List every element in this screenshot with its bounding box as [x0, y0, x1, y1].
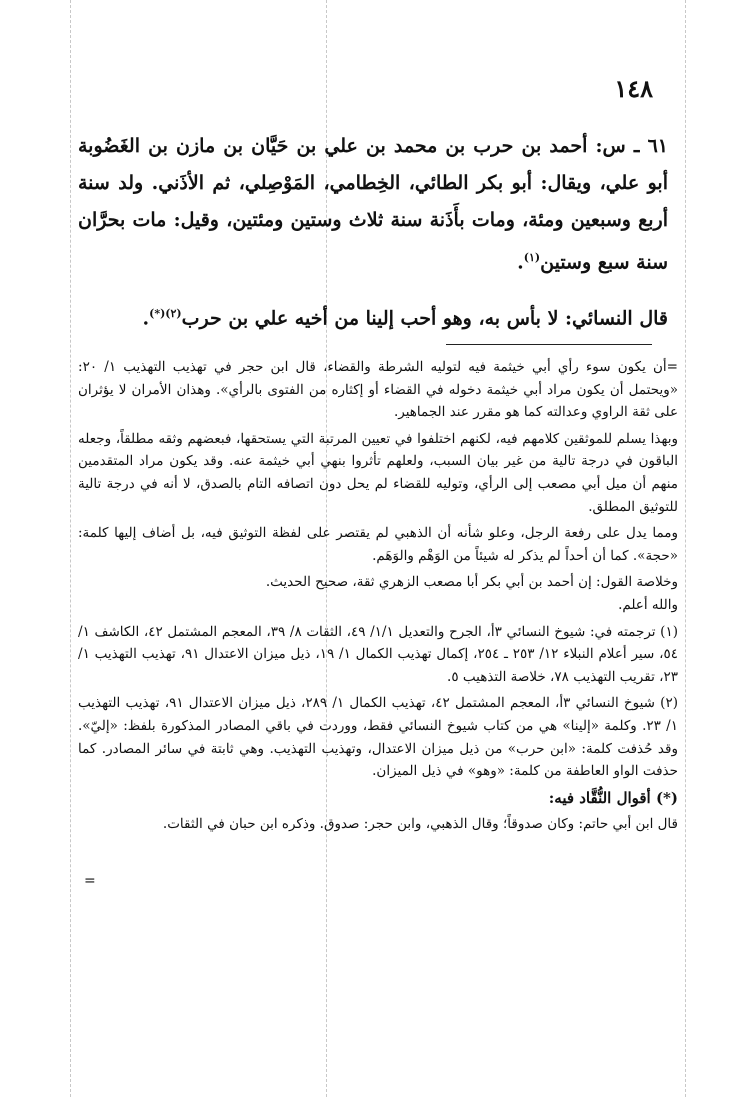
footnote-1: (١) ترجمته في: شيوخ النسائي ٣أ، الجرح والتعديل ١/١/ ٤٩، الثقات ٨/ ٣٩، المعجم المشتمل ٤٢، الكاشف ١/ ٥٤، سير أعلام النبلاء ١٢/ ٢٥٣ ـ ٢٥٤، إكمال تهذيب الكمال ١/ ١٩، ذيل ميزان الاعتدال ٩١، تهذيب التهذيب ١/ ٢٣، تقريب التهذيب ٧٨، خلاصة التذهيب ٥. — [78, 623, 678, 685]
nasai-text: قال النسائي: لا بأس به، وهو أحب إلينا من أخيه علي بن حرب — [181, 307, 668, 330]
footnote-paragraph: ومما يدل على رفعة الرجل، وعلو شأنه أن الذهبي لم يقتصر على لفظة التوثيق فيه، بل أضاف إليها كلمة: «حجة». كما أن أحداً لم يذكر له شيئاً من الوَهْم والوَهَم. — [78, 525, 678, 564]
critics-heading: (*) أقوال النُّقَّاد فيه: — [548, 788, 678, 807]
footnote-ref: (١) — [523, 251, 541, 264]
scan-fold-line — [685, 0, 686, 1097]
footnote-paragraph: والله أعلم. — [618, 596, 678, 613]
footnote-ref: (٢)(*) — [149, 307, 182, 321]
footnote-paragraph: وخلاصة القول: إن أحمد بن أبي بكر أبا مصعب الزهري ثقة، صحيح الحديث. — [265, 574, 678, 591]
entry-paragraph: ٦١ ـ س: أحمد بن حرب بن محمد بن علي بن حَيَّان بن مازن بن الغَضُوبة أبو علي، ويقال: أبو بكر الطائي، الخِطامي، المَوْصِلي، ثم الأذَني. ولد سنة أربع وسبعين ومئة، ومات بأَذَنة سنة ثلاث وستين ومئتين، وقيل: مات بحرَّان سنة سبع وستين$^{(١)}$. — [78, 135, 668, 274]
entry-text: ٦١ ـ س: أحمد بن حرب بن محمد بن علي بن حَيَّان بن مازن بن الغَضُوبة أبو علي، ويقال: أبو بكر الطائي، الخِطامي، المَوْصِلي، ثم الأذَني. ولد سنة أربع وسبعين ومئة، ومات بأَذَنة سنة ثلاث وستين ومئتين، وقيل: مات بحرَّان سنة سبع وستين — [78, 135, 668, 274]
footnote-2: (٢) شيوخ النسائي ٣أ، المعجم المشتمل ٤٢، تهذيب الكمال ١/ ٢٨٩، ذيل ميزان الاعتدال ٩١، تهذيب التهذيب ١/ ٢٣. وكلمة «إلينا» هي من كتاب شيوخ النسائي فقط، ووردت في باقي المصادر المذكورة بلفظ: «إليّ». وقد حُذفت كلمة: «ابن حرب» من ذيل ميزان الاعتدال، وتهذيب التهذيب. وهي ثابتة في سائر المصادر. كما حذفت الواو العاطفة من كلمة: «وهو» في ذيل الميزان. — [78, 695, 678, 780]
continuation-mark: = — [84, 873, 96, 889]
footnote-paragraph: وبهذا يسلم للموثقين كلامهم فيه، لكنهم اختلفوا في تعيين المرتبة التي يستحقها، فبعضهم وثقه مطلقاً، وجعله الباقون في درجة تالية من غير بيان السبب، ولعلهم تأثروا بنهي أبي خيثمة عنه. وقد يكون مراد المتقدمين منهم أن ميل أبي مصعب إلى الرأي، وتوليه للقضاء لم يحل دون اتصافه التام بالصدق، لا أنه في درجة تالية للتوثيق المطلق. — [78, 430, 678, 515]
nasai-paragraph: قال النسائي: لا بأس به، وهو أحب إلينا من أخيه علي بن حرب$^{(٢)(*)}$. — [142, 307, 668, 330]
footnote-continuation: =أن يكون سوء رأي أبي خيثمة فيه لتوليه الشرطة والقضاء، قال ابن حجر في تهذيب التهذيب ١/ ٢٠: «ويحتمل أن يكون مراد أبي خيثمة دخوله في القضاء أو إكثاره من الفتوى بالرأي». وهذان الأمران لا يؤثران على ثقة الراوي وعدالته كما هو مقرر عند الجماهير. — [78, 359, 678, 421]
main-text — [78, 128, 668, 338]
footnotes — [78, 356, 678, 840]
footnote-separator — [446, 344, 652, 345]
page-number: ١٤٨ — [614, 74, 653, 103]
critics-text: قال ابن أبي حاتم: وكان صدوقاً؛ وقال الذهبي، وابن حجر: صدوق. وذكره ابن حبان في الثقات. — [162, 816, 678, 833]
scan-fold-line — [70, 0, 71, 1097]
